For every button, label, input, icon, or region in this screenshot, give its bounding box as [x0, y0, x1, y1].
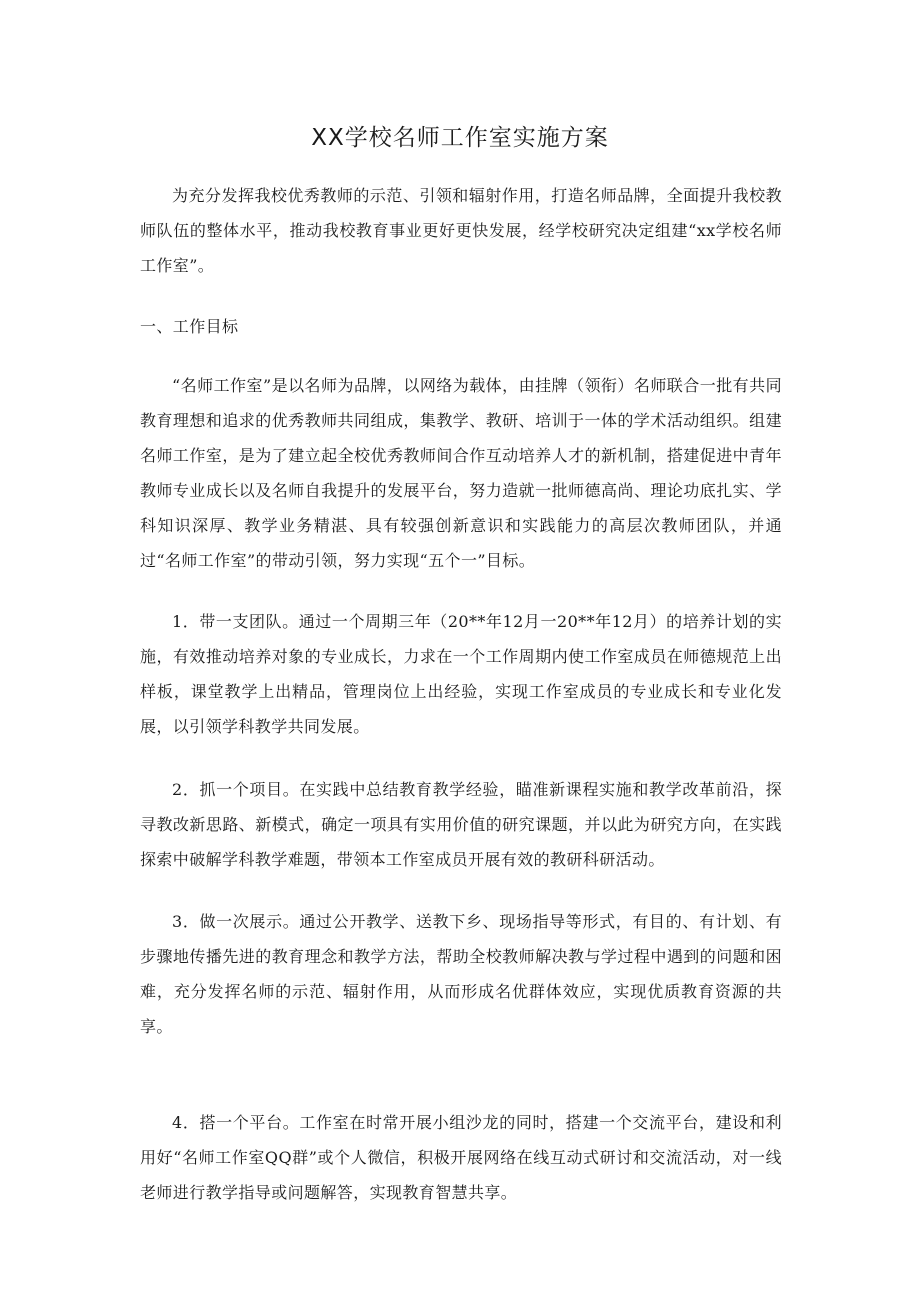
section-body-paragraph: “名师工作室”是以名师为品牌，以网络为载体，由挂牌（领衔）名师联合一批有共同教育理想和追求的优秀教师共同组成，集教学、教研、培训于一体的学术活动组织。组建名师工作室，是为了建立起全校优秀教师间合作互动培养人才的新机制，搭建促进中青年教师专业成长以及名师自我提升的发展平台，努力造就一批师德高尚、理论功底扎实、学科知识深厚、教学业务精湛、具有较强创新意识和实践能力的高层次教师团队，并通过“名师工作室”的带动引领，努力实现“五个一”目标。 — [140, 376, 782, 570]
goal-item-1: 1．带一支团队。通过一个周期三年（20**年12月一20**年12月）的培养计划的实施，有效推动培养对象的专业成长，力求在一个工作周期内使工作室成员在师德规范上出样板，课堂教学上出精品，管理岗位上出经验，实现工作室成员的专业成长和专业化发展，以引领学科教学共同发展。 — [140, 612, 782, 736]
document-title: XX学校名师工作室实施方案 — [311, 125, 609, 151]
intro-paragraph: 为充分发挥我校优秀教师的示范、引领和辐射作用，打造名师品牌，全面提升我校教师队伍的整体水平，推动我校教育事业更好更快发展，经学校研究决定组建“xx学校名师工作室”。 — [140, 186, 782, 275]
goal-item-4: 4．搭一个平台。工作室在时常开展小组沙龙的同时，搭建一个交流平台，建设和利用好“名师工作室QQ群”或个人微信，积极开展网络在线互动式研讨和交流活动，对一线老师进行教学指导或问题解答，实现教育智慧共享。 — [140, 1113, 782, 1202]
section-heading-work-goals: 一、工作目标 — [140, 317, 239, 336]
goal-item-3: 3．做一次展示。通过公开教学、送教下乡、现场指导等形式，有目的、有计划、有步骤地传播先进的教育理念和教学方法，帮助全校教师解决教与学过程中遇到的问题和困难，充分发挥名师的示范、辐射作用，从而形成名优群体效应，实现优质教育资源的共享。 — [140, 912, 782, 1036]
goal-item-2: 2．抓一个项目。在实践中总结教育教学经验，瞄准新课程实施和教学改革前沿，探寻教改新思路、新模式，确定一项具有实用价值的研究课题，并以此为研究方向，在实践探索中破解学科教学难题，带领本工作室成员开展有效的教研科研活动。 — [140, 780, 782, 869]
